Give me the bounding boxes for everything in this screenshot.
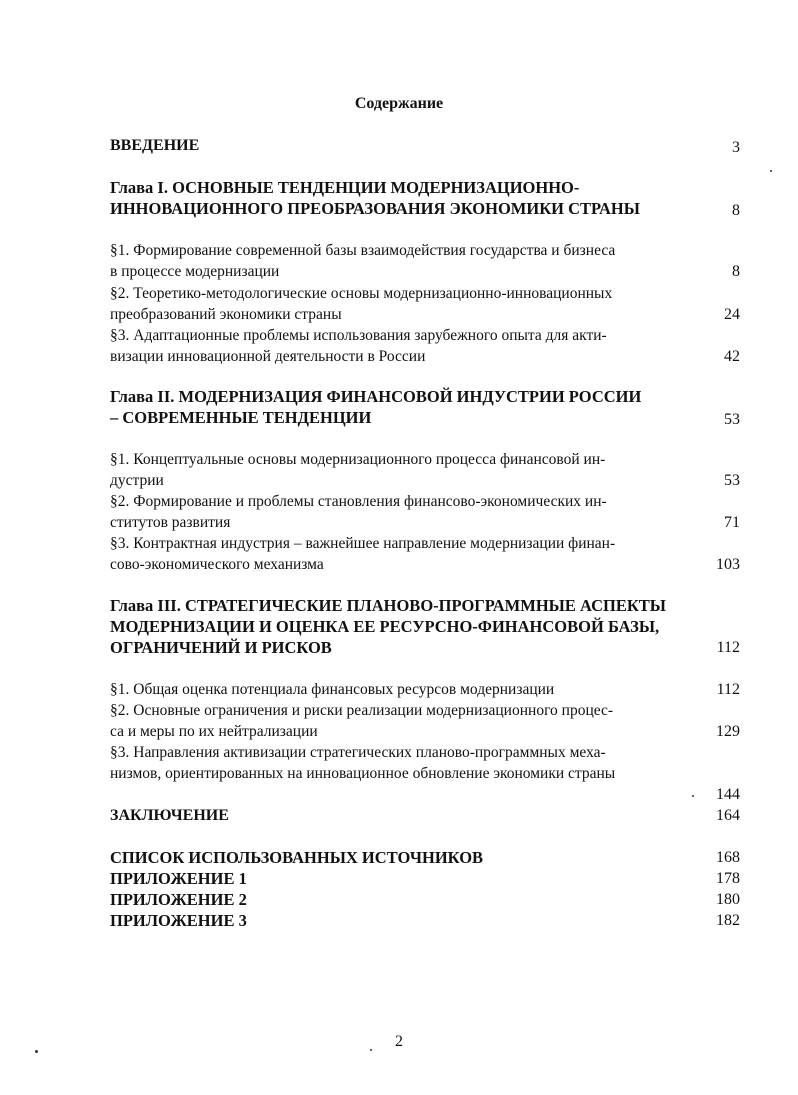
- toc-page-ch3-s2: 129: [716, 723, 740, 740]
- toc-ch1-s3-line1[interactable]: §3. Адаптационные проблемы использования зарубежного опыта для акти-: [110, 327, 607, 344]
- toc-page-ch3-s3: 144: [716, 786, 740, 803]
- toc-entry-conclusion[interactable]: ЗАКЛЮЧЕНИЕ: [110, 807, 229, 824]
- toc-page-appendix2: 180: [716, 891, 740, 908]
- toc-ch3-s1-line1[interactable]: §1. Общая оценка потенциала финансовых ресурсов модернизации: [110, 681, 555, 698]
- page-number: 2: [395, 1033, 403, 1050]
- toc-title: Содержание: [354, 95, 444, 112]
- toc-ch2-s2-line2[interactable]: ститутов развития: [110, 514, 231, 531]
- toc-page-conclusion: 164: [716, 807, 740, 824]
- toc-page-ch3-s1: 112: [716, 681, 740, 698]
- toc-page-intro: 3: [732, 139, 740, 156]
- toc-page-chapter3: 112: [716, 639, 740, 656]
- toc-ch1-s3-line2[interactable]: визации инновационной деятельности в России: [110, 348, 426, 365]
- toc-chapter3-line1[interactable]: Глава III. СТРАТЕГИЧЕСКИЕ ПЛАНОВО-ПРОГРАММНЫЕ АСПЕКТЫ: [110, 596, 667, 615]
- toc-page-appendix1: 178: [716, 870, 740, 887]
- toc-ch2-s2-line1[interactable]: §2. Формирование и проблемы становления финансово-экономических ин-: [110, 493, 607, 510]
- scan-speck: [692, 795, 694, 797]
- toc-ch2-s1-line1[interactable]: §1. Концептуальные основы модернизационного процесса финансовой ин-: [110, 451, 606, 468]
- scan-speck: [35, 1050, 38, 1053]
- toc-ch3-s3-line1[interactable]: §3. Направления активизации стратегических планово-программных меха-: [110, 744, 606, 761]
- scan-speck: [370, 1049, 372, 1051]
- toc-chapter1-line2[interactable]: ИННОВАЦИОННОГО ПРЕОБРАЗОВАНИЯ ЭКОНОМИКИ СТРАНЫ: [110, 199, 640, 218]
- toc-ch2-s3-line1[interactable]: §3. Контрактная индустрия – важнейшее направление модернизации финан-: [110, 535, 616, 552]
- toc-page-ch1-s2: 24: [724, 306, 740, 323]
- toc-entry-sources[interactable]: СПИСОК ИСПОЛЬЗОВАННЫХ ИСТОЧНИКОВ: [110, 848, 484, 867]
- toc-page-appendix3: 182: [716, 912, 740, 929]
- toc-ch1-s2-line2[interactable]: преобразований экономики страны: [110, 306, 342, 323]
- toc-ch1-s1-line2[interactable]: в процессе модернизации: [110, 263, 280, 280]
- toc-page-ch2-s1: 53: [724, 472, 740, 489]
- toc-page-chapter2: 53: [724, 411, 740, 428]
- toc-ch3-s3-line2[interactable]: низмов, ориентированных на инновационное обновление экономики страны: [110, 765, 616, 782]
- toc-page-ch1-s1: 8: [732, 263, 740, 280]
- toc-page-ch2-s3: 103: [716, 556, 740, 573]
- toc-chapter2-line2[interactable]: – СОВРЕМЕННЫЕ ТЕНДЕНЦИИ: [110, 408, 372, 427]
- toc-ch1-s2-line1[interactable]: §2. Теоретико-методологические основы модернизационно-инновационных: [110, 285, 613, 302]
- toc-chapter3-line3[interactable]: ОГРАНИЧЕНИЙ И РИСКОВ: [110, 638, 332, 657]
- toc-ch3-s2-line2[interactable]: са и меры по их нейтрализации: [110, 723, 318, 740]
- toc-entry-appendix1[interactable]: ПРИЛОЖЕНИЕ 1: [110, 869, 247, 888]
- toc-ch2-s1-line2[interactable]: дустрии: [110, 472, 164, 489]
- toc-entry-appendix2[interactable]: ПРИЛОЖЕНИЕ 2: [110, 890, 247, 909]
- toc-ch3-s2-line1[interactable]: §2. Основные ограничения и риски реализации модернизационного процес-: [110, 702, 614, 719]
- toc-chapter2-line1[interactable]: Глава II. МОДЕРНИЗАЦИЯ ФИНАНСОВОЙ ИНДУСТРИИ РОССИИ: [110, 387, 642, 406]
- toc-entry-appendix3[interactable]: ПРИЛОЖЕНИЕ 3: [110, 911, 247, 930]
- toc-chapter1-line1[interactable]: Глава I. ОСНОВНЫЕ ТЕНДЕНЦИИ МОДЕРНИЗАЦИОННО-: [110, 178, 580, 197]
- toc-page-ch2-s2: 71: [724, 514, 740, 531]
- toc-chapter3-line2[interactable]: МОДЕРНИЗАЦИИ И ОЦЕНКА ЕЕ РЕСУРСНО-ФИНАНСОВОЙ БАЗЫ,: [110, 617, 660, 636]
- toc-ch2-s3-line2[interactable]: сово-экономического механизма: [110, 556, 324, 573]
- toc-ch1-s1-line1[interactable]: §1. Формирование современной базы взаимодействия государства и бизнеса: [110, 242, 616, 259]
- scan-speck: [770, 170, 772, 172]
- toc-entry-intro[interactable]: ВВЕДЕНИЕ: [110, 137, 200, 154]
- toc-page-chapter1: 8: [732, 202, 740, 219]
- toc-page-sources: 168: [716, 849, 740, 866]
- toc-page-ch1-s3: 42: [724, 348, 740, 365]
